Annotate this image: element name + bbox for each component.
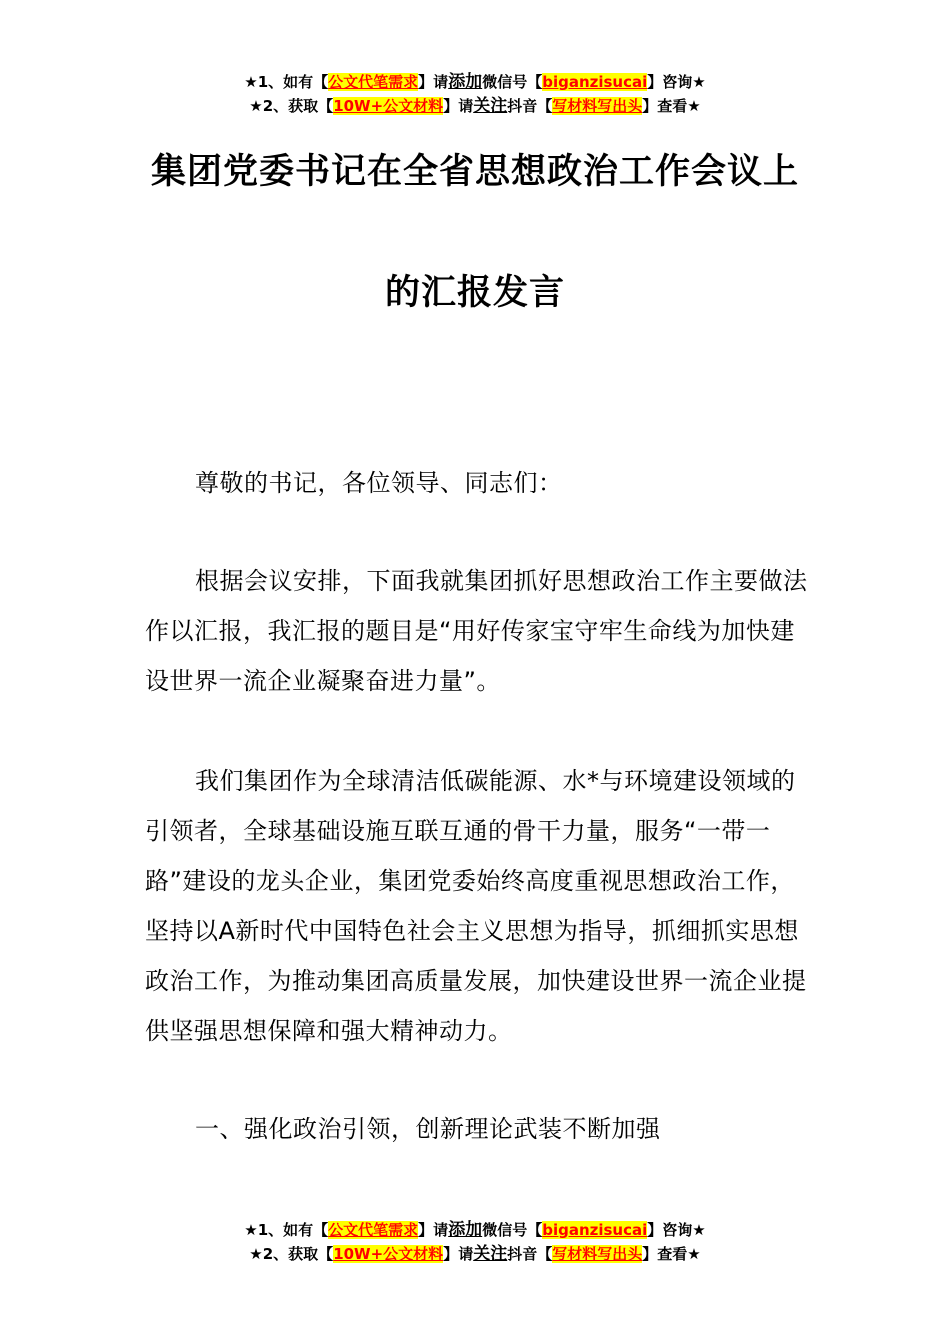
section-heading-1: 一、强化政治引领，创新理论武装不断加强: [195, 1115, 661, 1143]
banner-line-2-mid: 】请: [443, 97, 474, 115]
banner-highlight-wechat-id: biganzisucai: [542, 73, 648, 91]
body-paragraph-2: 我们集团作为全球清洁低碳能源、水*与环境建设领域的引领者，全球基础设施互联互通的骨干力量，服务“一带一路”建设的龙头企业，集团党委始终高度重视思想政治工作，坚持以A新时代中国特色社会主义思想为指导，抓细抓实思想政治工作，为推动集团高质量发展，加快建设世界一流企业提供坚强思想保障和强大精神动力。: [145, 767, 807, 1045]
footer-highlight-wechat-id: biganzisucai: [542, 1221, 648, 1239]
footer-line-2-mid2: 抖音【: [507, 1245, 553, 1263]
banner-emphasis-add: 添加: [448, 72, 483, 92]
banner-line-1-mid2: 微信号【: [482, 73, 543, 91]
footer-line-1-mid: 】请: [418, 1221, 449, 1239]
footer-line-2-suffix: 】查看★: [642, 1245, 701, 1263]
banner-line-2-prefix: ★2、获取【: [249, 97, 334, 115]
banner-highlight-service: 公文代笔需求: [328, 73, 419, 91]
footer-line-1-mid2: 微信号【: [482, 1221, 543, 1239]
footer-line-2-prefix: ★2、获取【: [249, 1245, 334, 1263]
footer-banner-line-2: [0, 1242, 950, 1266]
greeting-paragraph: 尊敬的书记，各位领导、同志们：: [195, 469, 563, 497]
footer-emphasis-follow: 关注: [473, 1244, 508, 1264]
footer-highlight-materials: 10W+公文材料: [333, 1245, 444, 1263]
document-title-line-1: 集团党委书记在全省思想政治工作会议上: [150, 152, 799, 192]
footer-emphasis-add: 添加: [448, 1220, 483, 1240]
banner-highlight-materials: 10W+公文材料: [333, 97, 444, 115]
footer-line-2-mid: 】请: [443, 1245, 474, 1263]
banner-emphasis-follow: 关注: [473, 96, 508, 116]
banner-line-1-suffix: 】咨询★: [647, 73, 706, 91]
banner-highlight-douyin-id: 写材料写出头: [552, 97, 643, 115]
footer-highlight-service: 公文代笔需求: [328, 1221, 419, 1239]
footer-line-1-prefix: ★1、如有【: [244, 1221, 329, 1239]
footer-banner-line-1: [0, 1218, 950, 1242]
banner-line-1: [0, 70, 950, 94]
footer-line-1-suffix: 】咨询★: [647, 1221, 706, 1239]
banner-line-2-mid2: 抖音【: [507, 97, 553, 115]
footer-banner: [0, 1218, 950, 1266]
banner-line-2: [0, 94, 950, 118]
banner-line-2-suffix: 】查看★: [642, 97, 701, 115]
header-banner: [0, 70, 950, 118]
body-paragraph-1: 根据会议安排，下面我就集团抓好思想政治工作主要做法作以汇报，我汇报的题目是“用好传家宝守牢生命线为加快建设世界一流企业凝聚奋进力量”。: [145, 567, 808, 695]
banner-line-1-prefix: ★1、如有【: [244, 73, 329, 91]
document-title-line-2: 的汇报发言: [384, 273, 565, 313]
banner-line-1-mid: 】请: [418, 73, 449, 91]
footer-highlight-douyin-id: 写材料写出头: [552, 1245, 643, 1263]
